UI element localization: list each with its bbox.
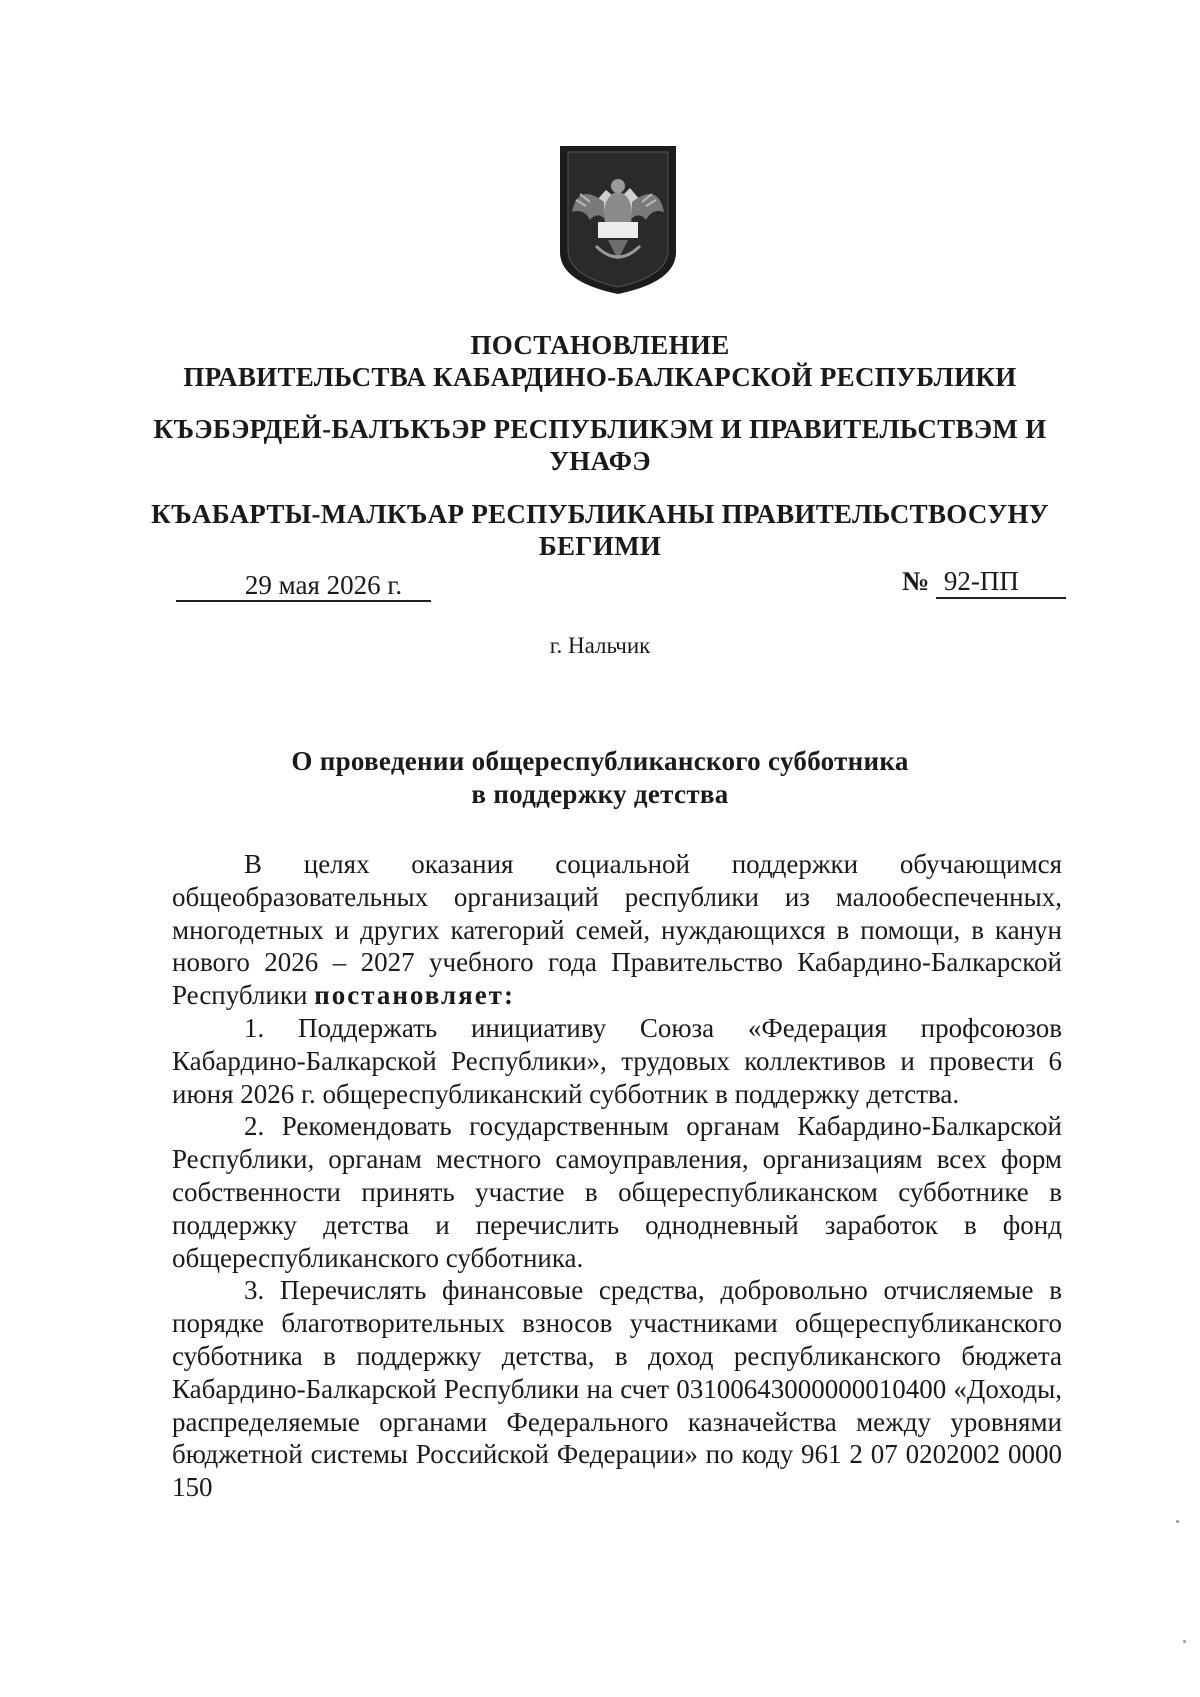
item-1-paragraph: 1. Поддержать инициативу Союза «Федерация профсоюзов Кабардино-Балкарской Республики», трудовых коллективов и провести 6 июня 2026 г. общереспубликанский субботник в поддержку детства. — [172, 1012, 1062, 1109]
preamble-text: В целях оказания социальной поддержки обучающимся общеобразовательных организаций республики из малообеспеченных, многодетных и других категорий семей, нуждающихся в помощи, в канун нового 2026 – 2027 учебного года Правительство Кабардино-Балкарской Республики — [172, 849, 1062, 1011]
item-2-paragraph: 2. Рекомендовать государственным органам Кабардино-Балкарской Республики, органам местного самоуправления, организациям всех форм собственности принять участие в общереспубликанском субботнике в поддержку детства и перечислить однодневный заработок в фонд общереспубликанского субботника. — [172, 1111, 1062, 1273]
number-sign: № — [902, 566, 930, 596]
header-title: ПОСТАНОВЛЕНИЕ — [470, 330, 730, 360]
preamble-paragraph — [172, 848, 1062, 1012]
preamble-keyword: постановляет: — [314, 980, 515, 1011]
scan-speck — [1183, 1640, 1186, 1643]
scan-speck — [1176, 1520, 1179, 1523]
header-balkar-line-2: БЕГИМИ — [538, 531, 662, 561]
resolution-title-line-2: в поддержку детства — [471, 779, 729, 809]
document-number — [902, 566, 1066, 599]
document-date — [176, 570, 431, 602]
header-balkar-line-1: КЪАБАРТЫ-МАЛКЪАР РЕСПУБЛИКАНЫ ПРАВИТЕЛЬСТВОСУНУ — [151, 499, 1049, 529]
header-issuer: ПРАВИТЕЛЬСТВА КАБАРДИНО-БАЛКАРСКОЙ РЕСПУБЛИКИ — [183, 362, 1017, 392]
coat-of-arms-icon — [556, 142, 680, 296]
resolution-title-line-1: О проведении общереспубликанского субботника — [291, 746, 909, 776]
resolution-body — [172, 848, 1062, 1504]
header-kabardian-line-2: УНАФЭ — [549, 446, 651, 476]
header-kabardian-line-1: КЪЭБЭРДЕЙ-БАЛЪКЪЭР РЕСПУБЛИКЭМ И ПРАВИТЕЛЬСТВЭМ И — [153, 414, 1047, 444]
document-number-value: 92-ПП — [936, 566, 1066, 599]
item-3-paragraph: 3. Перечислять финансовые средства, добровольно отчисляемые в порядке благотворительных взносов участниками общереспубликанского субботника в поддержку детства, в доход республиканского бюджета Кабардино-Балкарской Республики на счет 03100643000000010400 «Доходы, распределяемые органами Федерального казначейства между уровнями бюджетной системы Российской Федерации» по коду 961 2 07 0202002 0000 150 — [172, 1275, 1062, 1503]
city-label: г. Нальчик — [549, 633, 651, 658]
document-date-text: 29 мая 2026 г. — [244, 570, 403, 600]
